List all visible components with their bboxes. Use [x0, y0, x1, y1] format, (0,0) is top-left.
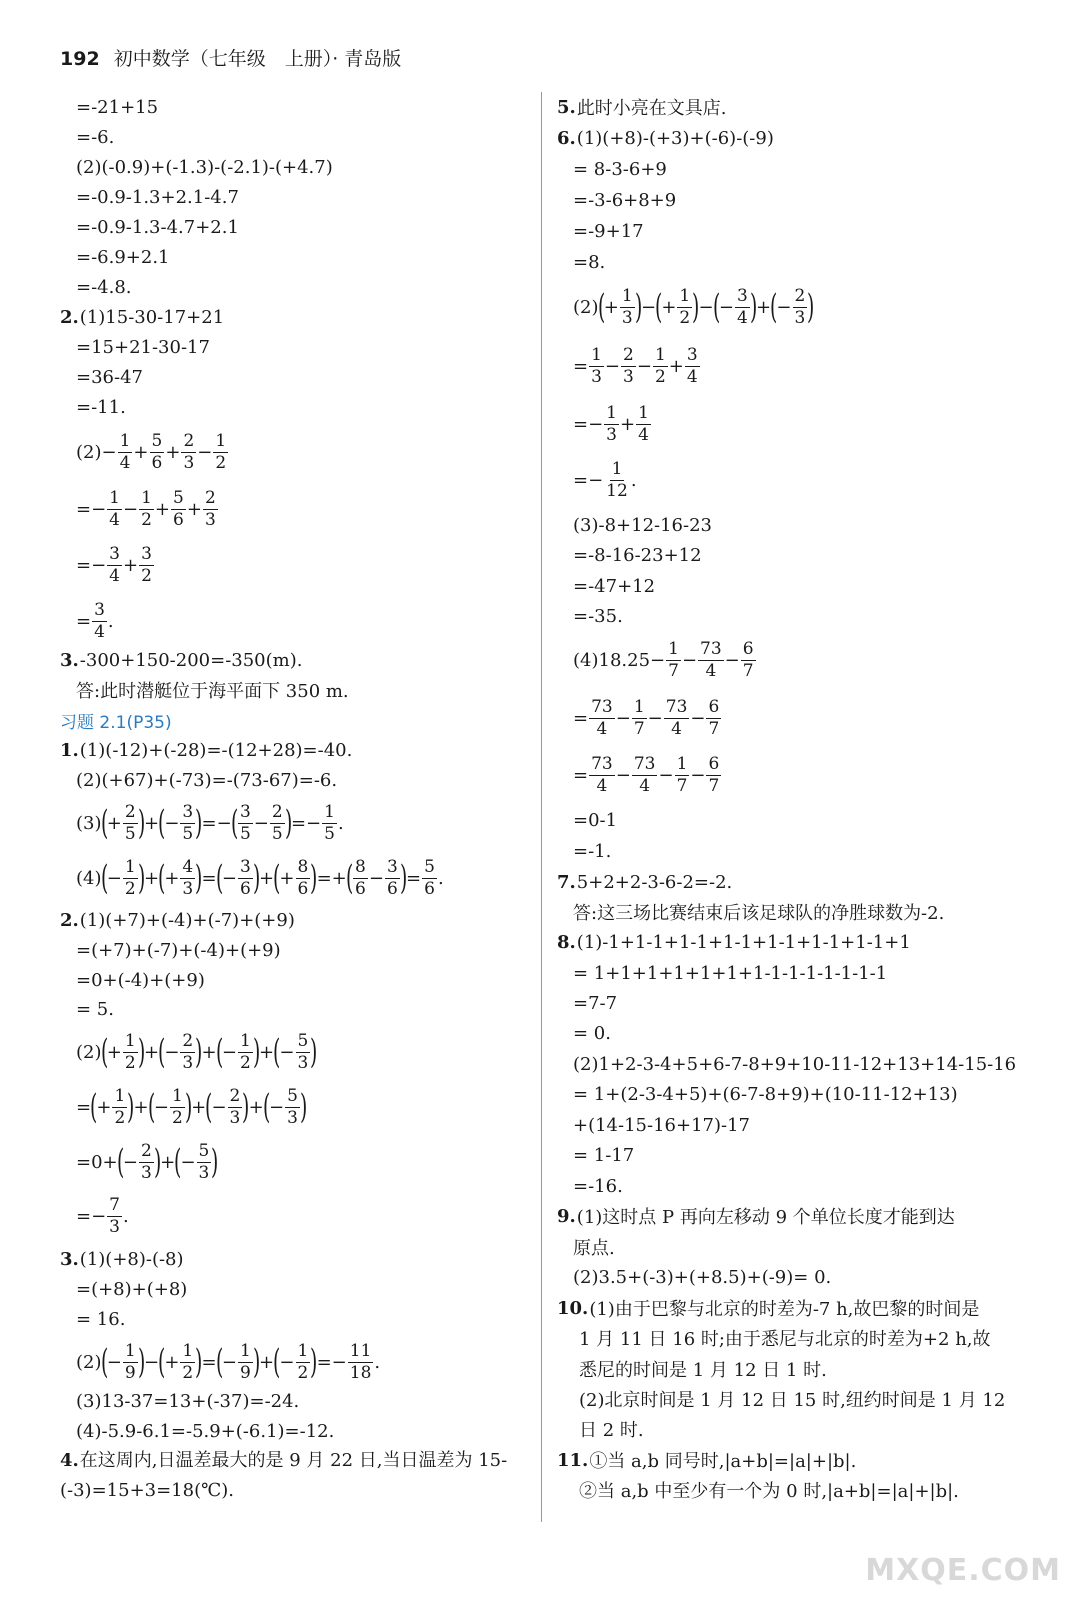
fraction-line: (4)18.25− $\frac{1}{7}$ − $\frac{73}{4}$ − $\frac{6}{7}$ — [573, 638, 754, 681]
line: (3)13-37=13+(-37)=-24. — [76, 1390, 300, 1412]
section-heading: 习题 2.1(P35) — [60, 712, 172, 733]
line: = 1+(2-3-4+5)+(6-7-8+9)+(10-11-12+13) — [573, 1083, 958, 1105]
line: = 16. — [76, 1308, 126, 1330]
question-2: 2. (1)15-30-17+21 — [60, 306, 225, 328]
line: (4)-5.9-6.1=-5.9+(-6.1)=-12. — [76, 1420, 335, 1442]
line: =36-47 — [76, 366, 143, 388]
column-divider — [541, 92, 542, 1522]
line: =8. — [573, 251, 606, 273]
line: (3)-8+12-16-23 — [573, 514, 712, 536]
answer-line: 答:此时潜艇位于海平面下 350 m. — [76, 681, 349, 702]
line: =7-7 — [573, 992, 618, 1014]
line: =(+8)+(+8) — [76, 1278, 188, 1300]
question-5: 5. 此时小亮在文具店. — [557, 96, 727, 119]
line: (2)3.5+(-3)+(+8.5)+(-9)= 0. — [573, 1266, 832, 1288]
line: =-4.8. — [76, 276, 132, 298]
fraction-line: =− $\frac{3}{4}$ + $\frac{3}{2}$ — [76, 543, 152, 586]
question-9: 9. (1)这时点 P 再向左移动 9 个单位长度才能到达 — [557, 1205, 955, 1228]
line: =-21+15 — [76, 96, 159, 118]
fraction-line: = $\frac{3}{4}$ . — [76, 599, 114, 642]
exercise-4: 4.在这周内,日温差最大的是 9 月 22 日,当日温差为 15-(-3)=15+3=18(℃). — [60, 1450, 508, 1501]
fraction-line: (2) ( − $\frac{1}{9}$ ) − ( + $\frac{1}{2}$ ) = ( − $\frac{1}{9}$ ) + ( − $\frac{1}{2}$ ) =− $\frac{11}{18}$ . — [76, 1340, 381, 1383]
line: =-8-16-23+12 — [573, 544, 702, 566]
line: +(14-15-16+17)-17 — [573, 1114, 750, 1136]
fraction-line: = $\frac{73}{4}$ − $\frac{73}{4}$ − $\frac{1}{7}$ − $\frac{6}{7}$ — [573, 753, 720, 796]
question-7: 7. 5+2+2-3-6-2=-2. — [557, 871, 733, 893]
line: 悉尼的时间是 1 月 12 日 1 时. — [579, 1360, 827, 1381]
page-number: 192 — [60, 48, 100, 70]
exercise-1: 1. (1)(-12)+(-28)=-(12+28)=-40. — [60, 739, 353, 761]
line: =-9+17 — [573, 220, 644, 242]
line: =-11. — [76, 396, 126, 418]
line: =0-1 — [573, 809, 618, 831]
fraction-line: =− $\frac{1}{12}$ . — [573, 458, 637, 501]
line: (2)1+2-3-4+5+6-7-8+9+10-11-12+13+14-15-16 — [573, 1053, 1017, 1075]
fraction-line: = $\frac{1}{3}$ − $\frac{2}{3}$ − $\frac{1}{2}$ + $\frac{3}{4}$ — [573, 344, 698, 387]
line: =15+21-30-17 — [76, 336, 210, 358]
question-11: 11. ①当 a,b 同号时,|a+b|=|a|+|b|. — [557, 1449, 857, 1472]
line: =-47+12 — [573, 575, 656, 597]
line: (2)北京时间是 1 月 12 日 15 时,纽约时间是 1 月 12 — [579, 1390, 1006, 1411]
line: = 8-3-6+9 — [573, 158, 667, 180]
page-header — [60, 44, 401, 71]
question-3: 3. -300+150-200=-350(m). — [60, 649, 303, 671]
line: = 5. — [76, 998, 114, 1020]
book-title: 初中数学（七年级 上册）· 青岛版 — [113, 48, 402, 70]
fraction-line: (2) ( + $\frac{1}{2}$ ) + ( − $\frac{2}{3}$ ) + ( − $\frac{1}{2}$ ) + ( − $\frac{5}{3}$ ) — [76, 1030, 318, 1073]
line: =-16. — [573, 1175, 623, 1197]
question-10: 10. (1)由于巴黎与北京的时差为-7 h,故巴黎的时间是 — [557, 1297, 980, 1320]
line: =-6.9+2.1 — [76, 246, 170, 268]
exercise-3: 3. (1)(+8)-(-8) — [60, 1248, 184, 1270]
line: 1 月 11 日 16 时;由于悉尼与北京的时差为+2 h,故 — [579, 1329, 991, 1350]
question-6: 6. (1)(+8)-(+3)+(-6)-(-9) — [557, 127, 774, 149]
fraction-line: (2)− $\frac{1}{4}$ + $\frac{5}{6}$ + $\frac{2}{3}$ − $\frac{1}{2}$ — [76, 430, 227, 473]
line: = 1+1+1+1+1+1+1-1-1-1-1-1-1-1 — [573, 962, 888, 984]
line: 日 2 时. — [579, 1420, 644, 1441]
line: =-0.9-1.3+2.1-4.7 — [76, 186, 239, 208]
line: =(+7)+(-7)+(-4)+(+9) — [76, 939, 281, 961]
fraction-line: =− $\frac{1}{3}$ + $\frac{1}{4}$ — [573, 402, 649, 445]
fraction-line: (3) ( + $\frac{2}{5}$ ) + ( − $\frac{3}{5}$ ) =− ( $\frac{3}{5}$ − $\frac{2}{5}$ ) =− $\frac{1}{5}$ . — [76, 801, 344, 844]
line: =0+(-4)+(+9) — [76, 969, 205, 991]
exercise-2: 2. (1)(+7)+(-4)+(-7)+(+9) — [60, 909, 295, 931]
question-8: 8. (1)-1+1-1+1-1+1-1+1-1+1-1+1-1+1 — [557, 931, 911, 953]
line: (2)(-0.9)+(-1.3)-(-2.1)-(+4.7) — [76, 156, 333, 178]
line: =-6. — [76, 126, 115, 148]
watermark: MXQE.COM — [865, 1553, 1061, 1588]
fraction-line: =− $\frac{1}{4}$ − $\frac{1}{2}$ + $\frac{5}{6}$ + $\frac{2}{3}$ — [76, 487, 216, 530]
fraction-line: (2) ( + $\frac{1}{3}$ ) − ( + $\frac{1}{2}$ ) − ( − $\frac{3}{4}$ ) + ( − $\frac{2}{3}$ ) — [573, 285, 815, 328]
line: =-35. — [573, 605, 623, 627]
fraction-line: =0+ ( − $\frac{2}{3}$ ) + ( − $\frac{5}{3}$ ) — [76, 1140, 219, 1183]
line: = 1-17 — [573, 1144, 635, 1166]
line: ②当 a,b 中至少有一个为 0 时,|a+b|=|a|+|b|. — [579, 1481, 959, 1502]
line: = 0. — [573, 1022, 611, 1044]
fraction-line: =− $\frac{7}{3}$ . — [76, 1194, 129, 1237]
fraction-line: (4) ( − $\frac{1}{2}$ ) + ( + $\frac{4}{3}$ ) = ( − $\frac{3}{6}$ ) + ( + $\frac{8}{6}$ ) =+ ( $\frac{8}{6}$ − $\frac{3}{6}$ ) = $\frac{5}{6}$ . — [76, 856, 444, 899]
line: =-0.9-1.3-4.7+2.1 — [76, 216, 239, 238]
answer-line: 答:这三场比赛结束后该足球队的净胜球数为-2. — [573, 903, 945, 924]
line: =-3-6+8+9 — [573, 189, 677, 211]
fraction-line: = ( + $\frac{1}{2}$ ) + ( − $\frac{1}{2}$ ) + ( − $\frac{2}{3}$ ) + ( − $\frac{5}{3}$ ) — [76, 1085, 308, 1128]
line: 原点. — [573, 1238, 615, 1259]
line: (2)(+67)+(-73)=-(73-67)=-6. — [76, 769, 338, 791]
line: =-1. — [573, 840, 612, 862]
fraction-line: = $\frac{73}{4}$ − $\frac{1}{7}$ − $\frac{73}{4}$ − $\frac{6}{7}$ — [573, 696, 720, 739]
